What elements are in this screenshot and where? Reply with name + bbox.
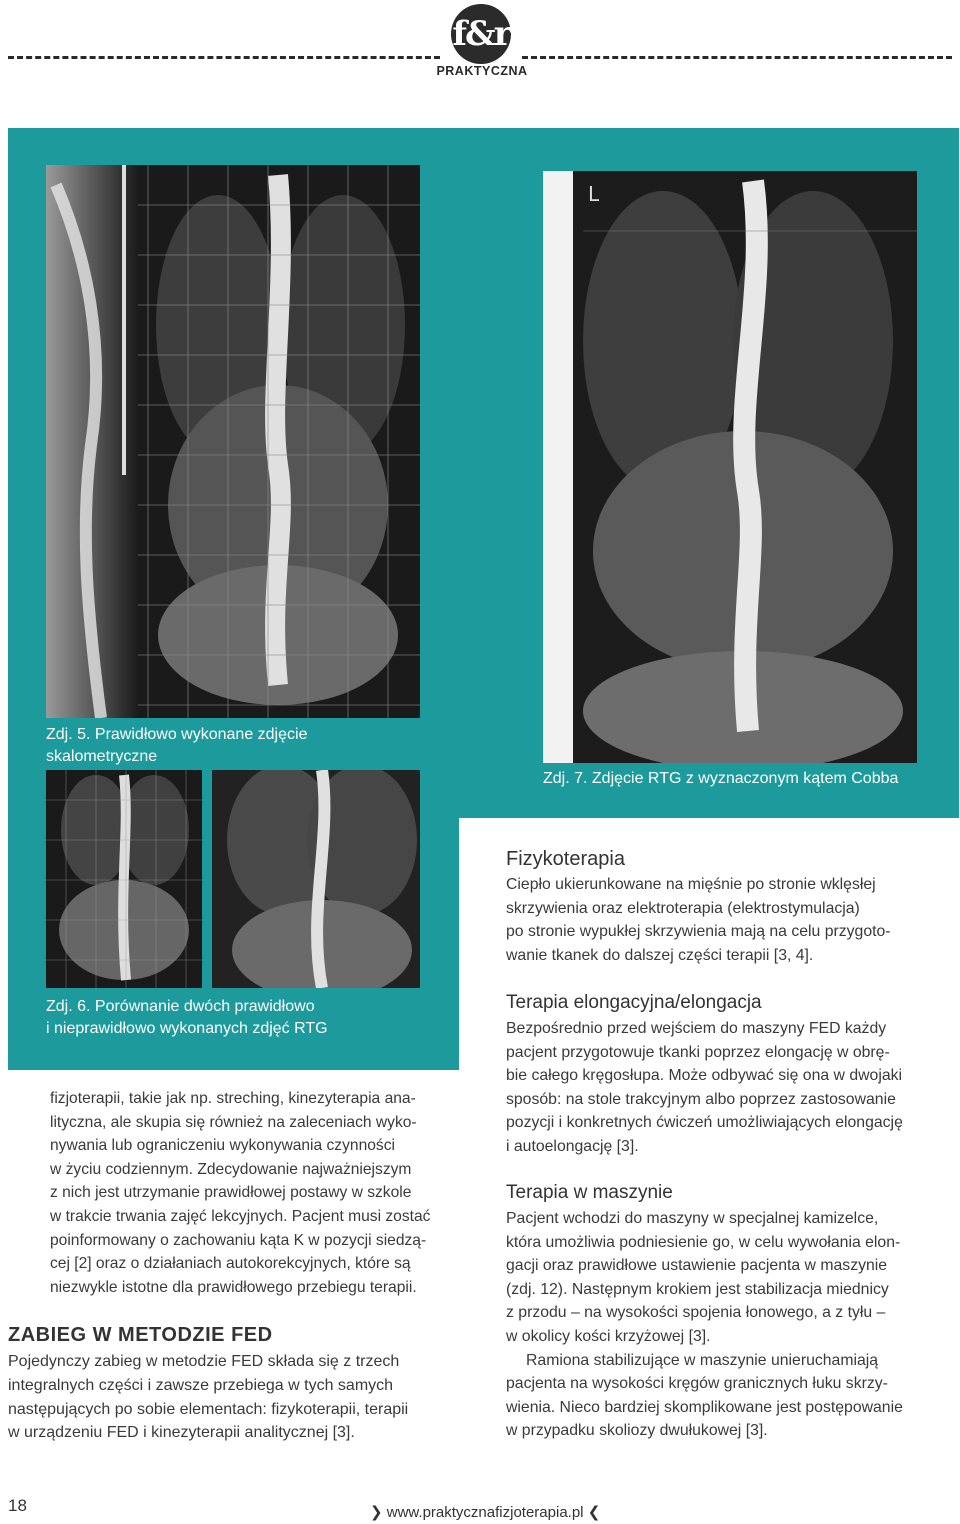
heading-terapia-elongacyjna: Terapia elongacyjna/elongacja [506, 992, 762, 1013]
text-line: następujących po sobie elementach: fizykoterapii, terapii [8, 1400, 409, 1418]
elongacja-paragraph [506, 1017, 958, 1159]
figure-6-caption-line1: Zdj. 6. Porównanie dwóch prawidłowo [46, 998, 315, 1015]
figure-5-caption [46, 724, 307, 768]
section-heading-zabieg: ZABIEG W METODZIE FED [8, 1324, 273, 1346]
zabieg-paragraph [8, 1350, 460, 1445]
xray-lateral-image [46, 165, 138, 718]
text-line: w okolicy kości krzyżowej [3]. [506, 1327, 711, 1345]
logo-wordmark: PRAKTYCZNA [436, 64, 528, 78]
text-line: sposób: na stole trakcyjnym albo poprzez zastosowanie [506, 1090, 896, 1108]
maszyna-paragraph [506, 1207, 958, 1443]
page-number: 18 [8, 1496, 27, 1515]
text-line: w urządzeniu FED i kinezyterapii analitycznej [3]. [8, 1424, 355, 1442]
text-line: po stronie wypukłej skrzywienia mają na celu przygoto- [506, 923, 891, 941]
text-line: cej [2] oraz o działaniach autokorekcyjnych, które są [50, 1255, 411, 1273]
text-line: (zdj. 12). Następnym krokiem jest stabilizacja miednicy [506, 1280, 889, 1298]
heading-fizykoterapia: Fizykoterapia [506, 848, 625, 870]
logo-icon: f&r [451, 4, 511, 64]
text-line: w trakcie trwania zajęć lekcyjnych. Pacjent musi zostać [50, 1207, 431, 1225]
figure-6-caption [46, 996, 328, 1040]
footer-url[interactable] [370, 1503, 600, 1521]
heading-terapia-w-maszynie: Terapia w maszynie [506, 1182, 673, 1203]
header-dash-left [8, 56, 440, 59]
figure-6-caption-line2: i nieprawidłowo wykonanych zdjęć RTG [46, 1020, 328, 1037]
text-line: lityczna, ale skupia się również na zaleceniach wyko- [50, 1113, 417, 1131]
text-line: w przypadku skoliozy dwułukowej [3]. [506, 1422, 768, 1440]
text-line: z nich jest utrzymanie prawidłowej postawy w szkole [50, 1184, 412, 1202]
xray-comparison-correct-image [46, 770, 202, 988]
header-dash-right [522, 56, 952, 59]
figure-7-caption: Zdj. 7. Zdjęcie RTG z wyznaczonym kątem Cobba [543, 770, 899, 787]
text-line: Ciepło ukierunkowane na mięśnie po stronie wklęsłej [506, 876, 876, 893]
text-line: skrzywienia oraz elektroterapia (elektrostymulacja) [506, 899, 860, 917]
text-line: Bezpośrednio przed wejściem do maszyny FED każdy [506, 1020, 887, 1037]
left-column-paragraph [50, 1087, 460, 1299]
text-line: Ramiona stabilizujące w maszynie unieruchamiają [526, 1351, 879, 1369]
text-line: pozycji i konkretnych ćwiczeń umożliwiających elongację [506, 1114, 903, 1132]
xray-cobb-angle-image [543, 171, 917, 763]
text-line: Pacjent wchodzi do maszyny w specjalnej kamizelce, [506, 1210, 879, 1227]
text-line: Pojedynczy zabieg w metodzie FED składa się z trzech [8, 1353, 400, 1370]
text-line: bie całego kręgosłupa. Może odbywać się ona w dwojaki [506, 1067, 903, 1085]
text-line: wanie tkanek do dalszej części terapii [3, 4]. [506, 946, 814, 964]
text-line: z przodu – na wysokości spojenia łonowego, a z tyłu – [506, 1304, 886, 1322]
chevron-left-icon: ❮ [587, 1504, 601, 1521]
text-line: wienia. Nieco bardziej skomplikowane jest postępowanie [506, 1398, 903, 1416]
xray-comparison-incorrect-image [212, 770, 420, 988]
figure-5-caption-line2: skalometryczne [46, 748, 158, 765]
text-line: która umożliwia podniesienie go, w celu wywołania elon- [506, 1233, 901, 1251]
text-line: pacjenta na wysokości kręgów granicznych łuku skrzy- [506, 1375, 888, 1393]
text-line: w życiu codziennym. Zdecydowanie najważniejszym [50, 1160, 412, 1178]
figure-5-caption-line1: Zdj. 5. Prawidłowo wykonane zdjęcie [46, 726, 308, 743]
text-line: integralnych części i zawsze przebiega w tych samych [8, 1376, 394, 1394]
text-line: gacji oraz prawidłowe ustawienie pacjenta w maszynie [506, 1257, 888, 1275]
text-line: i autoelongację [3]. [506, 1137, 639, 1155]
text-line: poinformowany o zachowaniu kąta K w pozycji siedzą- [50, 1231, 427, 1249]
svg-text:L: L [588, 182, 600, 206]
text-line: fizjoterapii, takie jak np. streching, kinezyterapia ana- [50, 1090, 416, 1107]
footer-url-text[interactable]: www.praktycznafizjoterapia.pl [386, 1504, 584, 1521]
fizykoterapia-paragraph [506, 873, 958, 967]
text-line: niezwykle istotne dla prawidłowego przebiegu terapii. [50, 1278, 417, 1296]
chevron-right-icon: ❯ [370, 1504, 383, 1521]
text-line: nywania lub ograniczeniu wykonywania czynności [50, 1137, 395, 1155]
xray-scalometric-image [138, 165, 420, 718]
text-line: pacjent przygotowuje tkanki poprzez elongację w obrę- [506, 1043, 890, 1061]
